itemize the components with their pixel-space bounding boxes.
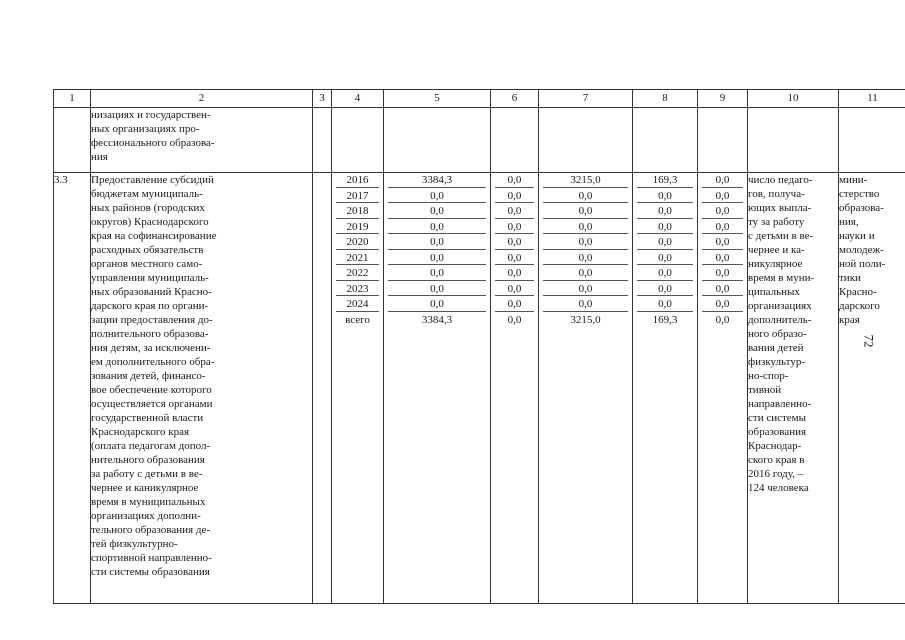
col6-value: 0,0 <box>491 220 538 236</box>
years-value: 2021 <box>332 251 383 267</box>
col-header-1: 1 <box>54 90 91 108</box>
page-number: 72 <box>861 334 877 348</box>
col5-value: 0,0 <box>384 189 490 205</box>
row-description: Предоставление субсидий бюджетам муниципаль- ных районов (городских округов) Краснодарского края на софинансирование расходных обязательств органов местного само- управления муниципаль- ных образований Красно- дарского края по органи- зации предоставления до- полнительного образова- ния детям, за исключени- ем дополнительного обра- зования детей, финансо- вое обеспечение которого осуществляется органами государственной власти Краснодарского края (оплата педагогам допол- нительного образования за работу с детьми в ве- чернее и каникулярное время в муниципальных организациях дополни- тельного образования де- тей физкультурно- спортивной направленно- сти системы образования <box>91 173 313 604</box>
col-header-9: 9 <box>698 90 748 108</box>
years-value: всего <box>345 313 370 326</box>
col-header-3: 3 <box>313 90 332 108</box>
col7-value: 3215,0 <box>570 313 601 326</box>
col8-value: 0,0 <box>633 235 697 251</box>
col7-value: 0,0 <box>539 266 632 282</box>
years-value: 2020 <box>332 235 383 251</box>
years-value: 2022 <box>332 266 383 282</box>
col5-value: 0,0 <box>384 297 490 313</box>
col7-value: 0,0 <box>539 220 632 236</box>
col8-cell <box>633 173 698 604</box>
col8-value: 169,3 <box>652 313 678 326</box>
col9-value: 0,0 <box>698 235 747 251</box>
col6-cell <box>491 173 539 604</box>
table-row <box>54 173 905 604</box>
col9-cell <box>698 173 748 604</box>
years-value: 2016 <box>332 173 383 189</box>
col8-value: 0,0 <box>633 297 697 313</box>
col6-value: 0,0 <box>491 266 538 282</box>
row-executor: мини- стерство образова- ния, науки и молодеж- ной поли- тики Красно- дарского края <box>839 173 905 604</box>
row-result: число педаго- гов, получа- ющих выпла- ту за работу с детьми в ве- чернее и ка- никулярное время в муни- ципальных организациях дополнитель- ного образо- вания детей физкультур- но-спор- тивной направленно- сти системы образования Краснодар- ского края в 2016 году, – 124 человека <box>748 173 839 604</box>
col6-value: 0,0 <box>491 189 538 205</box>
col7-value: 3215,0 <box>539 173 632 189</box>
col5-value: 0,0 <box>384 235 490 251</box>
col9-value: 0,0 <box>698 297 747 313</box>
header-row <box>54 90 905 108</box>
col-header-11: 11 <box>839 90 905 108</box>
col-header-7: 7 <box>539 90 633 108</box>
col5-value: 0,0 <box>384 204 490 220</box>
col6-value: 0,0 <box>507 313 522 326</box>
col9-value: 0,0 <box>715 313 730 326</box>
col8-value: 0,0 <box>633 251 697 267</box>
col8-value: 0,0 <box>633 204 697 220</box>
col5-value: 3384,3 <box>384 173 490 189</box>
col5-value: 0,0 <box>384 282 490 298</box>
col5-value: 0,0 <box>384 266 490 282</box>
years-value: 2024 <box>332 297 383 313</box>
year-cell <box>332 173 384 604</box>
col8-value: 0,0 <box>633 266 697 282</box>
col7-cell <box>539 173 633 604</box>
col-header-5: 5 <box>384 90 491 108</box>
col7-value: 0,0 <box>539 282 632 298</box>
col7-value: 0,0 <box>539 204 632 220</box>
col9-value: 0,0 <box>698 220 747 236</box>
col5-value: 0,0 <box>384 220 490 236</box>
col-header-4: 4 <box>332 90 384 108</box>
col6-value: 0,0 <box>491 204 538 220</box>
row-number: 3.3 <box>54 173 91 604</box>
col6-value: 0,0 <box>491 251 538 267</box>
years-value: 2023 <box>332 282 383 298</box>
program-table <box>53 89 905 604</box>
col6-value: 0,0 <box>491 282 538 298</box>
col6-value: 0,0 <box>491 235 538 251</box>
col7-value: 0,0 <box>539 251 632 267</box>
col9-value: 0,0 <box>698 266 747 282</box>
col5-cell <box>384 173 491 604</box>
col5-value: 0,0 <box>384 251 490 267</box>
col9-value: 0,0 <box>698 173 747 189</box>
col-header-2: 2 <box>91 90 313 108</box>
col9-value: 0,0 <box>698 282 747 298</box>
years-value: 2017 <box>332 189 383 205</box>
col7-value: 0,0 <box>539 189 632 205</box>
col9-value: 0,0 <box>698 251 747 267</box>
col8-value: 0,0 <box>633 189 697 205</box>
col5-value: 3384,3 <box>421 313 453 326</box>
col-header-8: 8 <box>633 90 698 108</box>
continuation-row <box>54 108 905 173</box>
continuation-text: низациях и государствен- ных организациях про- фессионального образова- ния <box>91 108 313 173</box>
col7-value: 0,0 <box>539 235 632 251</box>
col-header-6: 6 <box>491 90 539 108</box>
years-value: 2019 <box>332 220 383 236</box>
col6-value: 0,0 <box>491 173 538 189</box>
col8-value: 169,3 <box>633 173 697 189</box>
col-header-10: 10 <box>748 90 839 108</box>
col7-value: 0,0 <box>539 297 632 313</box>
col9-value: 0,0 <box>698 204 747 220</box>
col8-value: 0,0 <box>633 220 697 236</box>
col9-value: 0,0 <box>698 189 747 205</box>
years-value: 2018 <box>332 204 383 220</box>
col6-value: 0,0 <box>491 297 538 313</box>
col8-value: 0,0 <box>633 282 697 298</box>
